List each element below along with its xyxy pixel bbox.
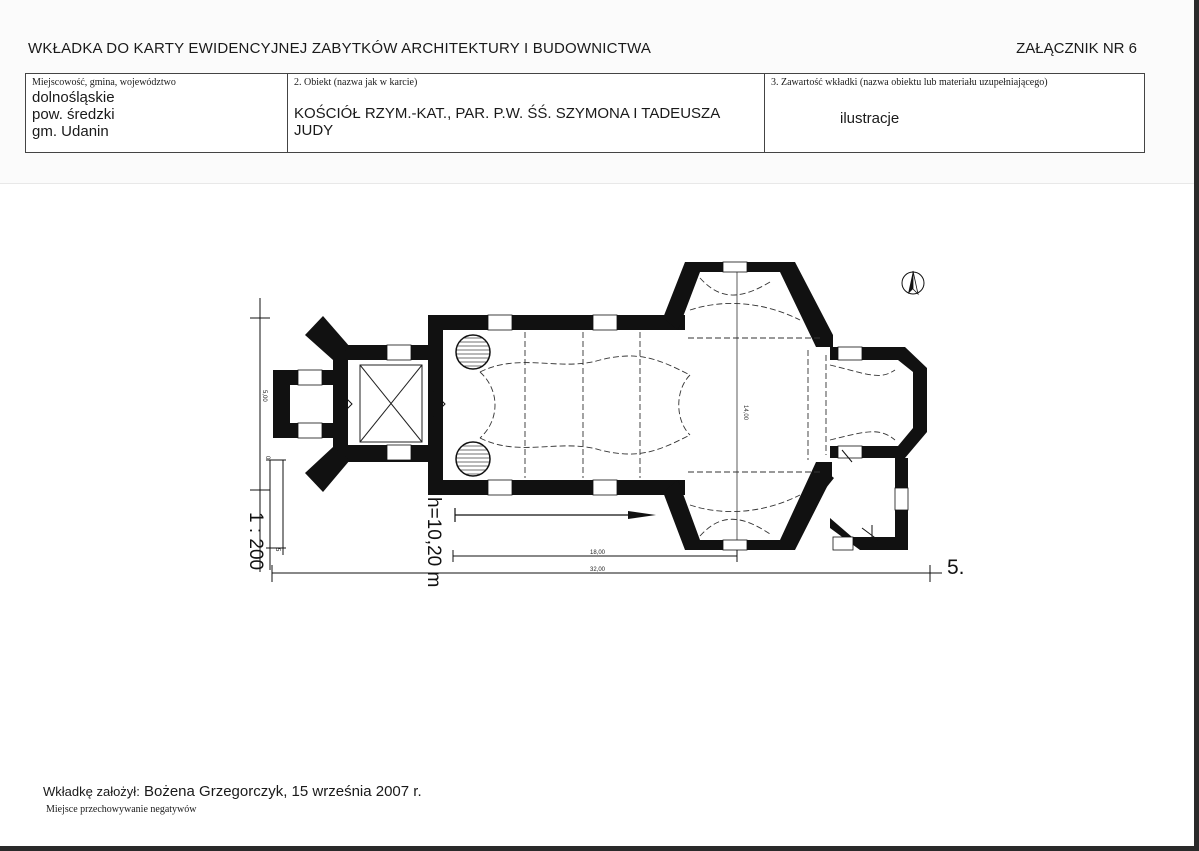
scale-label: 1 : 200: [245, 512, 266, 571]
spiral-stairs: [456, 335, 490, 476]
location-county: pow. średzki: [32, 106, 115, 123]
document-title: WKŁADKA DO KARTY EWIDENCYJNEJ ZABYTKÓW ARCHITEKTURY I BUDOWNICTWA: [28, 40, 652, 57]
author-line: [43, 783, 422, 800]
nave-width-dim: 14,00: [742, 405, 748, 421]
object-label: 2. Obiekt (nazwa jak w karcie): [294, 77, 418, 88]
location-voivodeship: dolnośląskie: [32, 89, 115, 106]
wall-masses: [273, 262, 927, 550]
author-value: Bożena Grzegorczyk, 15 września 2007 r.: [143, 783, 422, 800]
tower-dim-label: 5,00: [261, 390, 267, 402]
inner-length-dim: 18,00: [590, 550, 606, 556]
content-value: ilustracje: [840, 110, 900, 127]
dimension-lines: [272, 550, 942, 582]
author-label: Wkładkę założył:: [43, 784, 140, 799]
direction-arrow-icon: [455, 508, 656, 522]
location-label: Miejscowość, gmina, województwo: [32, 77, 176, 88]
location-commune: gm. Udanin: [32, 123, 109, 140]
total-length-dim: 32,00: [590, 567, 606, 573]
ruler-zero-label: 0: [264, 456, 270, 460]
object-name: KOŚCIÓŁ RZYM.-KAT., PAR. P.W. ŚŚ. SZYMONA I TADEUSZA JUDY: [294, 105, 720, 139]
sheet-number: 5.: [947, 556, 965, 579]
content-label: 3. Zawartość wkładki (nazwa obiektu lub materiału uzupełniającego): [771, 77, 1048, 88]
ruler-five-label: 5: [274, 548, 280, 552]
height-note: h=10,20 m: [423, 497, 444, 588]
tower-vault: [360, 365, 422, 442]
north-arrow-icon: [902, 271, 924, 294]
attachment-number: ZAŁĄCZNIK NR 6: [1016, 40, 1137, 57]
negatives-location: Miejsce przechowywanie negatywów: [46, 804, 197, 815]
